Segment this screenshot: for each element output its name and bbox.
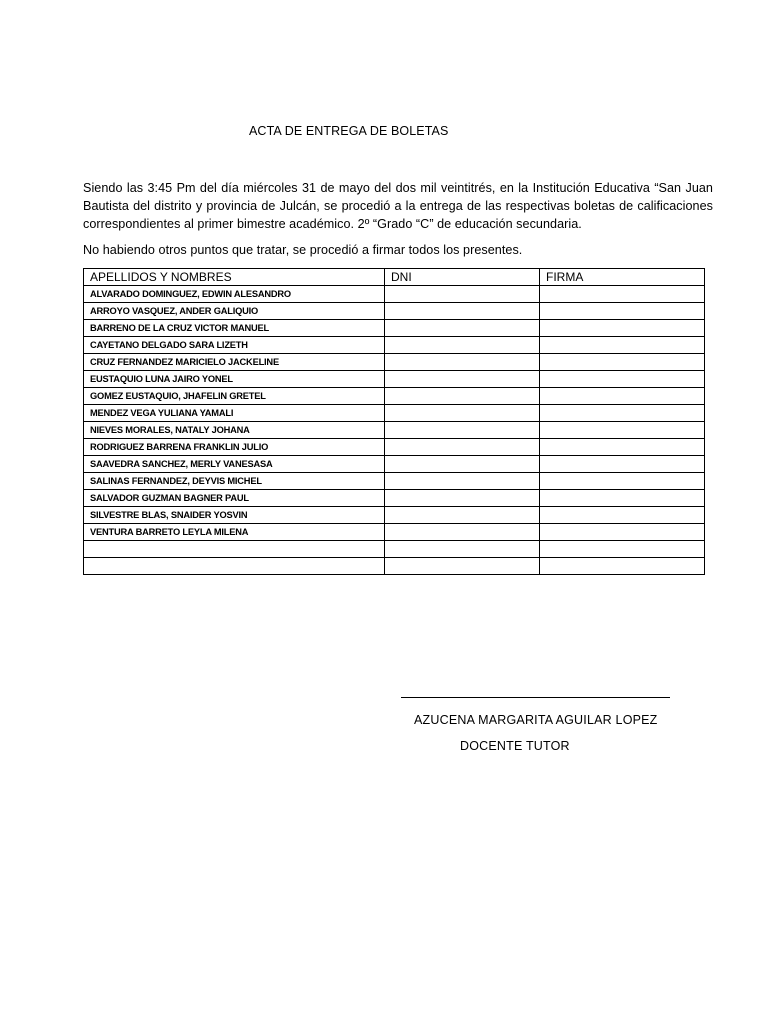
students-table	[83, 268, 705, 575]
firma-cell	[540, 507, 705, 524]
firma-cell	[540, 490, 705, 507]
dni-cell	[385, 541, 540, 558]
firma-cell	[540, 337, 705, 354]
dni-cell	[385, 490, 540, 507]
student-name: CRUZ FERNANDEZ MARICIELO JACKELINE	[84, 354, 385, 371]
table-row	[84, 456, 705, 473]
table-row	[84, 507, 705, 524]
dni-cell	[385, 405, 540, 422]
firma-cell	[540, 422, 705, 439]
student-name: BARRENO DE LA CRUZ VICTOR MANUEL	[84, 320, 385, 337]
table-row	[84, 286, 705, 303]
firma-cell	[540, 286, 705, 303]
header-firma: FIRMA	[540, 269, 705, 286]
intro-paragraph: Siendo las 3:45 Pm del día miércoles 31 de mayo del dos mil veintitrés, en la Institución Educativa “San Juan Bautista del distrito y provincia de Julcán, se procedió a la entrega de las respectivas boletas de calificaciones correspondientes al primer bimestre académico. 2º “Grado “C” de educación secundaria.	[83, 181, 713, 231]
firma-cell	[540, 456, 705, 473]
dni-cell	[385, 439, 540, 456]
firma-cell	[540, 405, 705, 422]
table-row	[84, 388, 705, 405]
header-names: APELLIDOS Y NOMBRES	[84, 269, 385, 286]
closing-paragraph: No habiendo otros puntos que tratar, se procedió a firmar todos los presentes.	[83, 243, 523, 257]
student-name	[84, 541, 385, 558]
header-dni: DNI	[385, 269, 540, 286]
student-name: SAAVEDRA SANCHEZ, MERLY VANESASA	[84, 456, 385, 473]
firma-cell	[540, 354, 705, 371]
table-row-empty	[84, 558, 705, 575]
student-name: MENDEZ VEGA YULIANA YAMALI	[84, 405, 385, 422]
signer-name: AZUCENA MARGARITA AGUILAR LOPEZ	[414, 713, 658, 727]
student-name: RODRIGUEZ BARRENA FRANKLIN JULIO	[84, 439, 385, 456]
student-name: SILVESTRE BLAS, SNAIDER YOSVIN	[84, 507, 385, 524]
firma-cell	[540, 541, 705, 558]
table-row	[84, 422, 705, 439]
firma-cell	[540, 524, 705, 541]
dni-cell	[385, 473, 540, 490]
signer-role: DOCENTE TUTOR	[460, 739, 570, 753]
table-row	[84, 473, 705, 490]
dni-cell	[385, 320, 540, 337]
student-name: SALVADOR GUZMAN BAGNER PAUL	[84, 490, 385, 507]
table-row	[84, 354, 705, 371]
dni-cell	[385, 422, 540, 439]
table-row	[84, 490, 705, 507]
table-header-row	[84, 269, 705, 286]
table-row	[84, 405, 705, 422]
dni-cell	[385, 507, 540, 524]
student-name	[84, 558, 385, 575]
table-row	[84, 337, 705, 354]
firma-cell	[540, 320, 705, 337]
table-row-empty	[84, 541, 705, 558]
dni-cell	[385, 456, 540, 473]
dni-cell	[385, 303, 540, 320]
student-name: NIEVES MORALES, NATALY JOHANA	[84, 422, 385, 439]
signature-line	[401, 697, 670, 698]
table-row	[84, 439, 705, 456]
student-name: CAYETANO DELGADO SARA LIZETH	[84, 337, 385, 354]
firma-cell	[540, 473, 705, 490]
firma-cell	[540, 558, 705, 575]
student-name: GOMEZ EUSTAQUIO, JHAFELIN GRETEL	[84, 388, 385, 405]
dni-cell	[385, 354, 540, 371]
table-row	[84, 371, 705, 388]
student-name: EUSTAQUIO LUNA JAIRO YONEL	[84, 371, 385, 388]
dni-cell	[385, 524, 540, 541]
firma-cell	[540, 303, 705, 320]
document-title: ACTA DE ENTREGA DE BOLETAS	[249, 124, 449, 138]
dni-cell	[385, 337, 540, 354]
dni-cell	[385, 286, 540, 303]
dni-cell	[385, 371, 540, 388]
dni-cell	[385, 558, 540, 575]
student-name: SALINAS FERNANDEZ, DEYVIS MICHEL	[84, 473, 385, 490]
table-row	[84, 524, 705, 541]
firma-cell	[540, 439, 705, 456]
student-name: VENTURA BARRETO LEYLA MILENA	[84, 524, 385, 541]
table-row	[84, 303, 705, 320]
dni-cell	[385, 388, 540, 405]
firma-cell	[540, 371, 705, 388]
student-name: ARROYO VASQUEZ, ANDER GALIQUIO	[84, 303, 385, 320]
student-name: ALVARADO DOMINGUEZ, EDWIN ALESANDRO	[84, 286, 385, 303]
table-row	[84, 320, 705, 337]
firma-cell	[540, 388, 705, 405]
